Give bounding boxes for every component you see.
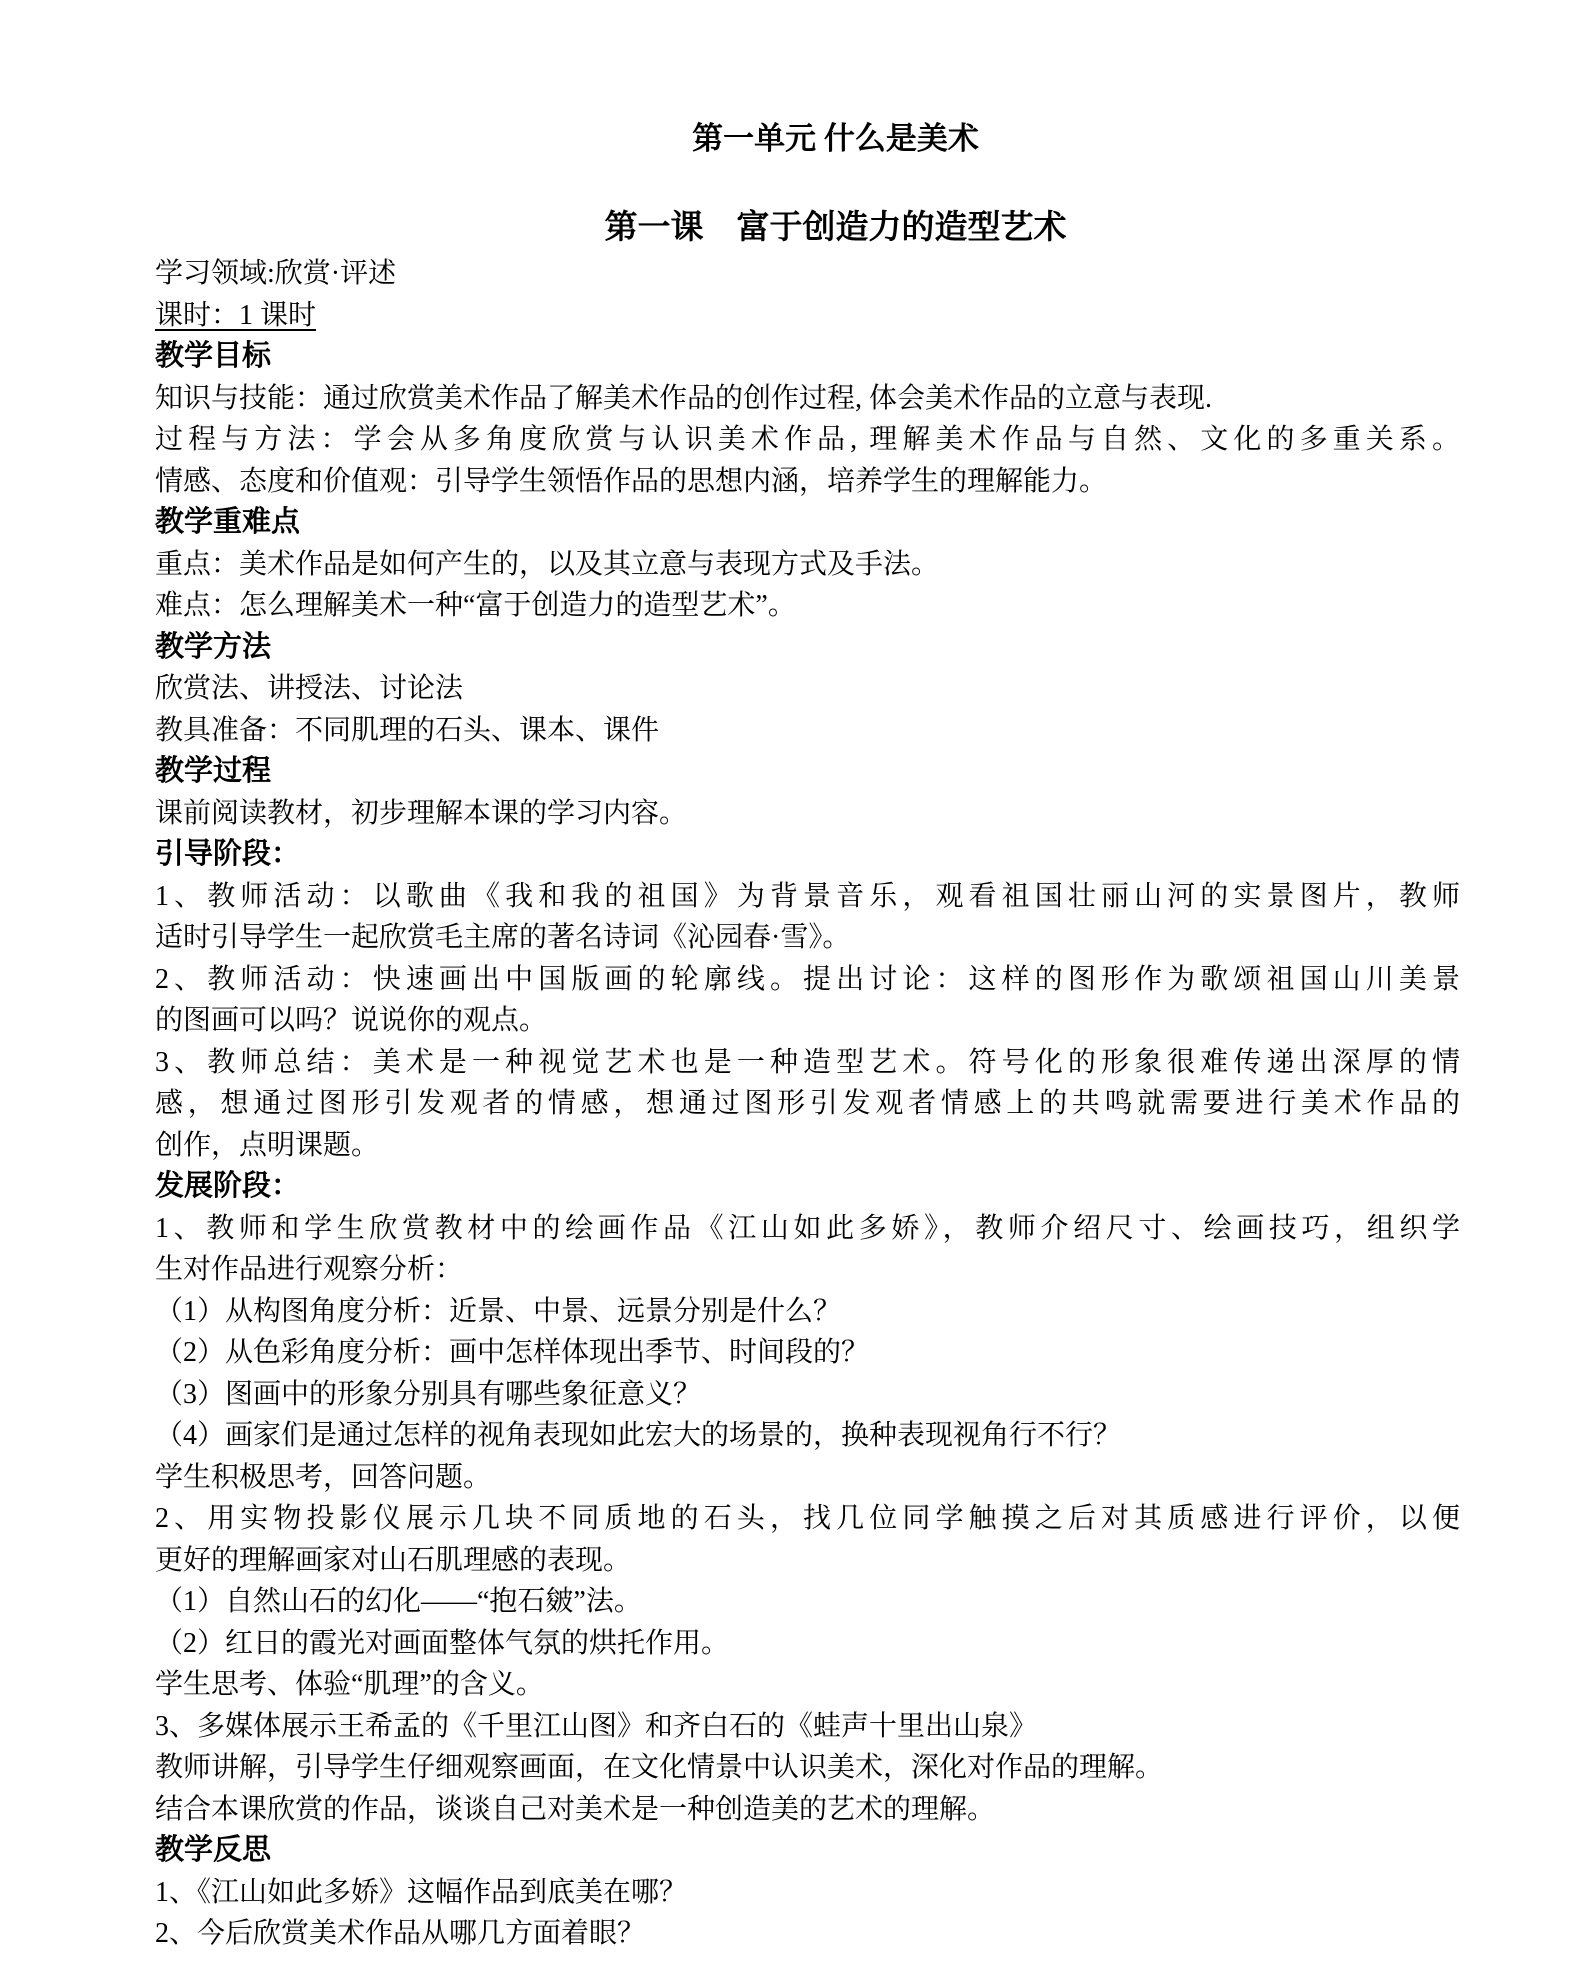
text-line: 学生思考、体验“肌理”的含义。 [155,1669,544,1700]
text-line: 结合本课欣赏的作品，谈谈自己对美术是一种创造美的艺术的理解。 [155,1793,996,1825]
text-line: （3）图画中的形象分别具有哪些象征意义？ [155,1378,702,1410]
text-line: （2）红日的霞光对画面整体气氛的烘托作用。 [155,1627,730,1659]
text-line: 教师讲解，引导学生仔细观察画面，在文化情景中认识美术，深化对作品的理解。 [155,1752,1164,1783]
text-line: （1）自然山石的幻化——“抱石皴”法。 [155,1586,642,1617]
text-line: 生对作品进行观察分析： [155,1254,464,1285]
text-line: 3、教师总结：美术是一种视觉艺术也是一种造型艺术。符号化的形象很难传递出深厚的情 [155,1046,1460,1078]
text-line: 教具准备：不同肌理的石头、课本、课件 [155,714,660,746]
text-line: 过程与方法：学会从多角度欣赏与认识美术作品, 理解美术作品与自然、文化的多重关系。 [155,424,1460,455]
text-line: 感，想通过图形引发观者的情感，想通过图形引发观者情感上的共鸣就需要进行美术作品的 [155,1088,1460,1119]
text-line: 1、教师和学生欣赏教材中的绘画作品《江山如此多娇》，教师介绍尺寸、绘画技巧，组织学 [155,1212,1460,1244]
text-line: 学习领域:欣赏·评述 [155,258,397,289]
unit-title: 第一单元 什么是美术 [692,121,979,156]
text-line: 2、教师活动：快速画出中国版画的轮廓线。提出讨论：这样的图形作为歌颂祖国山川美景 [155,963,1460,995]
text-line: 学生积极思考，回答问题。 [155,1461,492,1493]
lesson-title: 第一课 富于创造力的造型艺术 [604,210,1067,246]
text-line: 发展阶段： [155,1170,301,1202]
text-line: 情感、态度和价值观：引导学生领悟作品的思想内涵，培养学生的理解能力。 [155,465,1108,497]
text-line: 教学方法 [155,630,272,663]
text-line: 的图画可以吗？说说你的观点。 [155,1005,548,1036]
text-line: 创作，点明课题。 [155,1129,380,1161]
text-line: 1、《江山如此多娇》这幅作品到底美在哪？ [155,1876,688,1908]
text-line: （4）画家们是通过怎样的视角表现如此宏大的场景的，换种表现视角行不行？ [155,1420,1122,1451]
text-line: 2、今后欣赏美术作品从哪几方面着眼？ [155,1918,646,1949]
text-line: 课时：1 课时 [155,299,317,331]
text-line: 教学目标 [155,340,272,372]
text-line: 难点：怎么理解美术一种“富于创造力的造型艺术”。 [155,590,796,621]
text-line: 2、用实物投影仪展示几块不同质地的石头，找几位同学触摸之后对其质感进行评价，以便 [155,1503,1460,1534]
text-line: 重点：美术作品是如何产生的，以及其立意与表现方式及手法。 [155,548,940,580]
text-line: 教学反思 [155,1834,272,1866]
text-line: 3、多媒体展示王希孟的《千里江山图》和齐白石的《蛙声十里出山泉》 [155,1710,1038,1742]
document-body [155,253,1460,1955]
text-line: 知识与技能：通过欣赏美术作品了解美术作品的创作过程, 体会美术作品的立意与表现. [155,382,1213,414]
text-line: （2）从色彩角度分析：画中怎样体现出季节、时间段的？ [155,1337,870,1368]
text-line: 1、教师活动：以歌曲《我和我的祖国》为背景音乐，观看祖国壮丽山河的实景图片，教师 [155,880,1460,912]
text-line: 适时引导学生一起欣赏毛主席的著名诗词《沁园春·雪》。 [155,922,851,953]
text-line: 引导阶段： [155,838,301,870]
text-line: 课前阅读教材，初步理解本课的学习内容。 [155,797,688,829]
text-line: 更好的理解画家对山石肌理感的表现。 [155,1544,632,1576]
text-line: 教学重难点 [155,506,301,538]
text-line: 欣赏法、讲授法、讨论法 [155,673,464,704]
text-line: （1）从构图角度分析：近景、中景、远景分别是什么？ [155,1295,842,1327]
text-line: 教学过程 [155,755,272,787]
